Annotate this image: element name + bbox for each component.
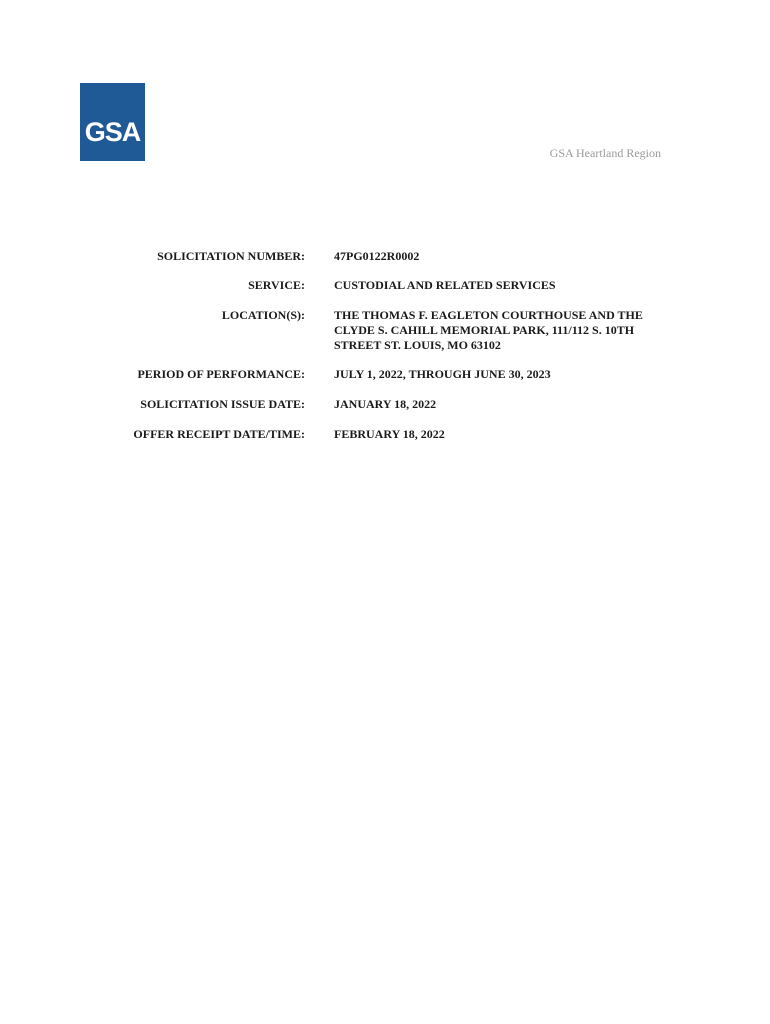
period-of-performance-label: PERIOD OF PERFORMANCE:	[137, 367, 305, 381]
region-name: GSA Heartland Region	[549, 146, 661, 160]
service-label: SERVICE:	[248, 278, 305, 292]
offer-receipt-label: OFFER RECEIPT DATE/TIME:	[133, 427, 305, 441]
service-value: CUSTODIAL AND RELATED SERVICES	[334, 278, 556, 292]
location-label: LOCATION(S):	[221, 308, 305, 322]
issue-date-value: JANUARY 18, 2022	[334, 397, 437, 411]
solicitation-number-value: 47PG0122R0002	[334, 249, 420, 263]
gsa-logo-text: GSA	[84, 117, 141, 147]
gsa-logo	[80, 83, 145, 161]
location-value: THE THOMAS F. EAGLETON COURTHOUSE AND THE CLYDE S. CAHILL MEMORIAL PARK, 111/112 S. 10TH STREET ST. LOUIS, MO 63102	[334, 308, 643, 352]
period-of-performance-value: JULY 1, 2022, THROUGH JUNE 30, 2023	[334, 367, 551, 381]
offer-receipt-value: FEBRUARY 18, 2022	[334, 427, 445, 441]
issue-date-label: SOLICITATION ISSUE DATE:	[140, 397, 305, 411]
solicitation-number-label: SOLICITATION NUMBER:	[157, 249, 305, 263]
